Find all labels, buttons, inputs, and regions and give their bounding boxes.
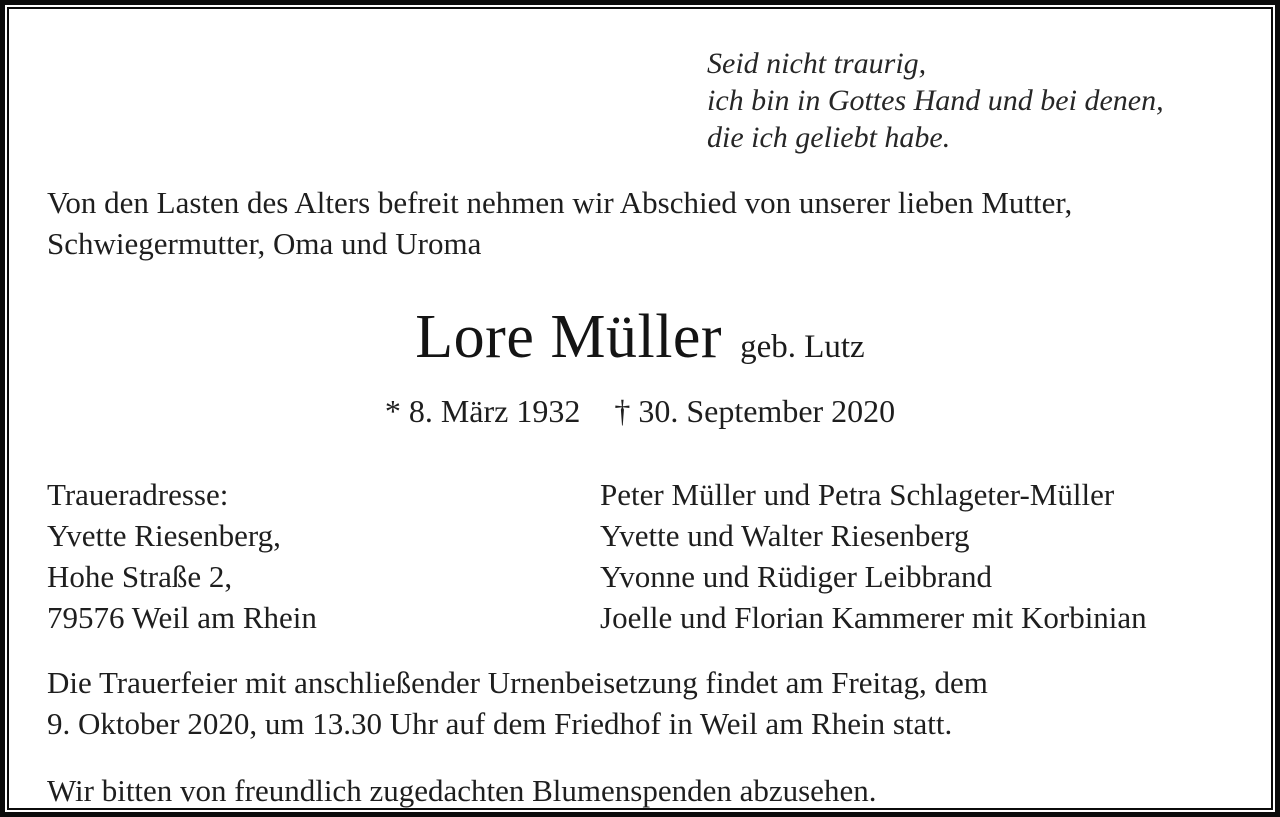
intro-line: Von den Lasten des Alters befreit nehmen wir Abschied von unserer lieben Mutter, [47,185,1073,220]
name-block [47,302,1233,388]
deceased-name: Lore Müller [415,303,723,371]
intro-text [47,182,1233,264]
family-member: Yvonne und Rüdiger Leibbrand [600,559,993,594]
family-list [600,474,1233,638]
life-dates [47,390,1233,432]
mourning-address-line: 79576 Weil am Rhein [47,600,317,635]
address-family-section [47,474,1233,638]
maiden-name: geb. Lutz [740,329,865,365]
mourning-address-line: Hohe Straße 2, [47,559,233,594]
funeral-line: 9. Oktober 2020, um 13.30 Uhr auf dem Friedhof in Weil am Rhein statt. [47,706,953,741]
mourning-address-line: Yvette Riesenberg, [47,518,281,553]
death-date: † 30. September 2020 [614,393,896,429]
flower-request: Wir bitten von freundlich zugedachten Blumenspenden abzusehen. [47,773,877,808]
family-member: Peter Müller und Petra Schlageter-Müller [600,477,1115,512]
family-member: Yvette und Walter Riesenberg [600,518,970,553]
epigraph-line: Seid nicht traurig, [707,47,927,80]
intro-line: Schwiegermutter, Oma und Uroma [47,226,482,261]
funeral-details [47,662,1233,744]
epigraph [707,45,1233,156]
family-member: Joelle und Florian Kammerer mit Korbinian [600,600,1147,635]
birth-date: * 8. März 1932 [384,393,581,429]
funeral-line: Die Trauerfeier mit anschließender Urnenbeisetzung findet am Freitag, dem [47,665,988,700]
notice-inner-frame [7,7,1273,810]
mourning-address [47,474,600,638]
mourning-address-label: Traueradresse: [47,477,229,512]
epigraph-line: ich bin in Gottes Hand und bei denen, [707,84,1164,117]
epigraph-line: die ich geliebt habe. [707,121,951,154]
